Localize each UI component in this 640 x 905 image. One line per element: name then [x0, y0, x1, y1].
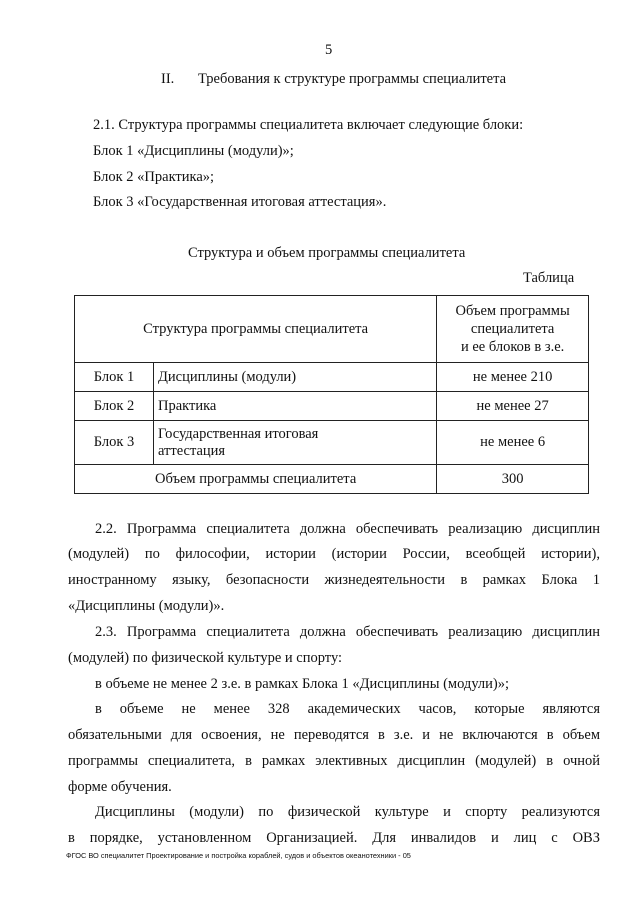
structure-table: [74, 295, 589, 494]
value-cell: не менее 210: [437, 363, 589, 392]
paragraph-2-2-line: «Дисциплины (модули)».: [68, 598, 225, 614]
paragraph-last-line: Дисциплины (модули) по физической культуре и спорту реализуются: [95, 804, 600, 820]
block-cell: Блок 3: [75, 421, 154, 465]
name-cell: Практика: [154, 392, 437, 421]
value-cell: не менее 27: [437, 392, 589, 421]
paragraph-2-3-line: в объеме не менее 328 академических часов, которые являются: [95, 701, 600, 717]
name-cell: [154, 421, 437, 465]
table-caption: Структура и объем программы специалитета: [188, 245, 466, 261]
table-row: [75, 421, 589, 465]
header-volume-line-3: и ее блоков в з.е.: [460, 339, 565, 355]
block-cell: Блок 1: [75, 363, 154, 392]
page-number: 5: [325, 42, 333, 58]
total-label: Объем программы специалитета: [75, 465, 437, 494]
header-volume-line-2: специалитета: [470, 321, 555, 337]
table-row: [75, 363, 589, 392]
paragraph-2-3-line: обязательными для освоения, не переводятся в з.е. и не включаются в объем: [68, 727, 600, 743]
header-volume-line-1: Объем программы: [455, 303, 570, 319]
table-total-row: [75, 465, 589, 494]
paragraph-2-2-line: иностранному языку, безопасности жизнедеятельности в рамках Блока 1: [68, 572, 600, 588]
table-header-row: [75, 296, 589, 363]
name-cell: Дисциплины (модули): [154, 363, 437, 392]
section-number: II.: [161, 71, 175, 87]
paragraph-2-3-line: (модулей) по физической культуре и спорту:: [68, 650, 343, 666]
paragraph-2-3-line: форме обучения.: [68, 779, 172, 795]
block-3-item: Блок 3 «Государственная итоговая аттестация».: [93, 194, 387, 210]
block-2-item: Блок 2 «Практика»;: [93, 169, 215, 185]
header-volume: [437, 296, 589, 363]
paragraph-2-3-line: программы специалитета, в рамках элективных дисциплин (модулей) в очной: [68, 753, 600, 769]
paragraph-2-2-line: 2.2. Программа специалитета должна обеспечивать реализацию дисциплин: [95, 521, 600, 537]
page-footer: ФГОС ВО специалитет Проектирование и постройка кораблей, судов и объектов океанотехники - 05: [66, 851, 411, 860]
block-cell: Блок 2: [75, 392, 154, 421]
paragraph-2-3-line: 2.3. Программа специалитета должна обеспечивать реализацию дисциплин: [95, 624, 600, 640]
value-cell: не менее 6: [437, 421, 589, 465]
table-row: [75, 392, 589, 421]
paragraph-2-1: 2.1. Структура программы специалитета включает следующие блоки:: [93, 117, 524, 133]
paragraph-last-line: в порядке, установленном Организацией. Для инвалидов и лиц с ОВЗ: [68, 830, 600, 846]
paragraph-2-3-line: в объеме не менее 2 з.е. в рамках Блока 1 «Дисциплины (модули)»;: [95, 676, 510, 692]
name-line-2: аттестация: [158, 442, 226, 459]
total-value: 300: [437, 465, 589, 494]
block-1-item: Блок 1 «Дисциплины (модули)»;: [93, 143, 294, 159]
name-line-1: Государственная итоговая: [158, 425, 319, 442]
header-structure: Структура программы специалитета: [75, 296, 437, 363]
table-label: Таблица: [523, 270, 575, 286]
section-title: Требования к структуре программы специалитета: [198, 71, 507, 87]
paragraph-2-2-line: (модулей) по философии, истории (истории России, всеобщей истории),: [68, 546, 600, 562]
